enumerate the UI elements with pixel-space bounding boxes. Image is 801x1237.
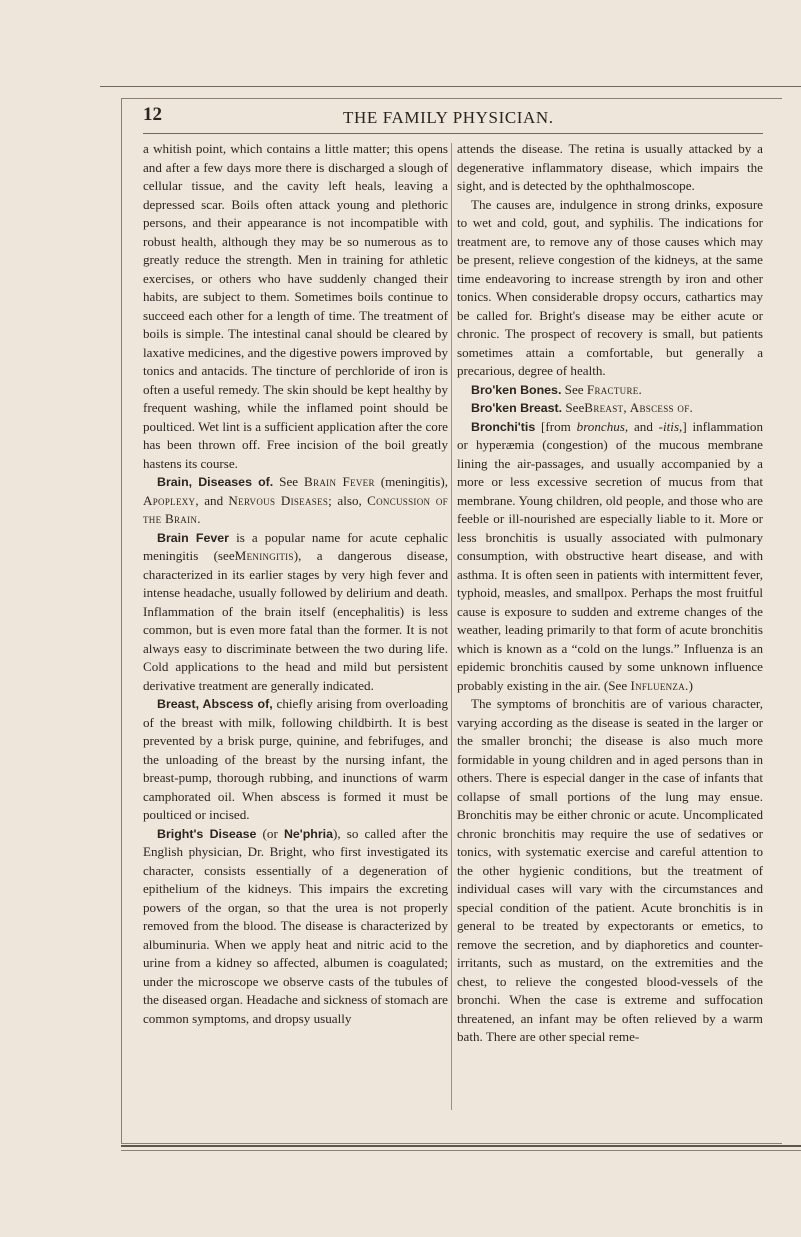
entry-text: (meningitis), bbox=[380, 474, 449, 489]
bronchitis-entry bbox=[457, 418, 763, 696]
entry-text: is a popular name for acute cephalic meningitis (see bbox=[143, 529, 448, 563]
brights-disease-entry bbox=[143, 825, 448, 1029]
entry-headword: Breast, Abscess of, bbox=[157, 697, 273, 711]
entry-text: ), a dangerous disease, characterized in its earlier stages by very high fever and intense headache, usually followed by delirium and death. Inflammation of the brain itself (encephalitis) is less common, but is even more fatal than the former. It is not always easy to discriminate between the two during life. Cold applications to the head and mild but persistent derivative treatment are generally indicated. bbox=[143, 548, 448, 693]
cross-reference-link: Breast, Abscess of. bbox=[584, 400, 694, 415]
entry-text: ] inflammation or hyperæmia (congestion) of the mucous membrane lining the air-passages, and usually accompanied by a more or less excessive secretion of mucus from that membrane. Young children, old people, and those who are feeble or ill-nourished are especially liable to it. More or less bronchitis is usually associated with pulmonary consumption, with obstructive heart disease, and with asthma. It is often seen in patients with intermittent fever, typhoid, measles, and smallpox. Perhaps the most fruitful cause is exposure to sudden and extreme changes of the weather, leading primarily to that form of acute bronchitis which is known as a “cold on the lungs.” Influenza is an epidemic bronchitis caused by some unknown influence probably existing in the air. (See bbox=[457, 418, 764, 693]
boils-paragraph: a whitish point, which contains a little matter; this opens and after a few days more there is discharged a slough of cellular tissue, and the cavity left heals, leaving a depressed scar. Boils often attack young and plethoric persons, and their appearance is not incompatible with robust health, although they may be so numerous as to greatly reduce the strength. Men in training for athletic exercises, or others who have suddenly changed their habits, are subject to them. Sometimes boils continue to succeed each other for a length of time. The treatment of boils is simple. The intestinal canal should be cleared by laxative medicines, and the digestive powers improved by tonics and antacids. The tincture of perchloride of iron is often a useful remedy. The skin should be kept healthy by frequent washing, while the inflamed point should be poulticed. Wet lint is a sufficient application after the core has been thrown off. Free incision of the boil greatly hastens its course. bbox=[143, 141, 448, 471]
cross-reference-link: Apoplexy, bbox=[143, 492, 199, 508]
cross-reference-link: Meningitis bbox=[234, 548, 294, 563]
entry-headword: Brain Fever bbox=[157, 530, 229, 545]
brights-causes-paragraph: The causes are, indulgence in strong drinks, exposure to wet and cold, gout, and syphilis. The indications for treatment are, to remove any of those causes which may be present, relieve congestion of the kidneys, at the same time endeavoring to increase strength by iron and other tonics. When considerable dropsy occurs, cathartics may be called for. Bright's disease may be either acute or chronic. The prospect of recovery is small, but patients sometimes attain a comfortable, but generally a precarious, degree of health. bbox=[457, 196, 763, 378]
entry-text: [from bbox=[541, 418, 571, 434]
right-column bbox=[457, 140, 763, 1047]
entry-headword: Ne'phria bbox=[283, 826, 334, 841]
left-column bbox=[143, 140, 448, 1028]
broken-breast-entry bbox=[457, 399, 763, 418]
see-text: See bbox=[279, 474, 299, 489]
entry-headword: Bright's Disease bbox=[157, 826, 257, 841]
bottom-rule-thin bbox=[121, 1150, 801, 1151]
entry-text: (or bbox=[262, 825, 278, 841]
header-rule bbox=[143, 133, 763, 134]
broken-bones-entry bbox=[457, 381, 763, 400]
entry-text: also, bbox=[337, 492, 362, 508]
entry-text: ) bbox=[688, 677, 693, 693]
breast-abscess-entry bbox=[143, 695, 448, 825]
entry-headword: Bro'ken Breast. bbox=[471, 401, 563, 415]
entry-headword: Bronchi'tis bbox=[471, 419, 536, 434]
see-text: See bbox=[565, 400, 585, 415]
entry-text: and bbox=[633, 418, 653, 434]
entry-headword: Bro'ken Bones. bbox=[471, 382, 562, 397]
page-number: 12 bbox=[143, 104, 162, 125]
cross-reference-link: Fracture. bbox=[586, 381, 643, 397]
column-divider bbox=[451, 143, 452, 1110]
entry-text: ), so called after the English physician, Dr. Bright, who first investigated its character, consists essentially of a degeneration of epithelium of the kidneys. This impairs the excreting powers of the organ, so that the urea is not properly removed from the blood. The disease is characterized by albuminuria. When we apply heat and nitric acid to the urine from a kidney so affected, albumen is coagulated; under the microscope we observe casts of the tubules of the diseased organ. Headache and sickness of stomach are common symptoms, and dropsy usually bbox=[143, 825, 448, 1026]
entry-headword: Brain, Diseases of. bbox=[157, 475, 274, 489]
bronchitis-symptoms-paragraph: The symptoms of bronchitis are of various character, varying according as the disease is seated in the larger or the smaller bronchi; the disease is also much more formidable in young children and in aged persons than in others. There is especial danger in the case of infants that collapse of small portions of the lung may ensue. Bronchitis may be either chronic or acute. Uncomplicated chronic bronchitis may require the use of sedatives or tonics, with systematic exercise and careful attention to the other hygienic conditions, but the treatment of individual cases will vary with the circumstances and special condition of the patient. Acute bronchitis is in general to be treated by expectorants or emetics, to remove the secretion, and by diaphoretics and counter-irritants, such as mustard, on the extremities and the chest, to relieve the congested blood-vessels of the bronchi. When the case is extreme and suffocation threatened, an infant may be often relieved by a warm bath. There are other special reme- bbox=[457, 696, 763, 1044]
running-title: THE FAMILY PHYSICIAN. bbox=[343, 108, 554, 127]
entry-text: and bbox=[204, 492, 224, 508]
brights-continued-paragraph: attends the disease. The retina is usually attacked by a degenerative inflammatory disease, which impairs the sight, and is detected by the ophthalmoscope. bbox=[457, 141, 763, 193]
cross-reference-link: Brain Fever bbox=[304, 474, 375, 489]
etymology-term: bronchus, bbox=[576, 418, 629, 434]
cross-reference-link: Concussion of the Brain. bbox=[143, 492, 448, 526]
etymology-term: -itis, bbox=[658, 418, 683, 434]
brain-diseases-entry bbox=[143, 473, 448, 529]
brain-fever-entry bbox=[143, 529, 448, 696]
cross-reference-link: Influenza. bbox=[630, 677, 689, 693]
bottom-rule bbox=[121, 1145, 801, 1147]
page-edge-line bbox=[100, 86, 801, 87]
entry-text: chiefly arising from overloading of the breast with milk, following childbirth. It is best prevented by a brisk purge, quinine, and febrifuges, and the unloading of the breast by the nursing infant, the breast-pump, thorough rubbing, and inunctions of warm camphorated oil. When abscess is formed it must be poulticed or incised. bbox=[143, 696, 448, 822]
see-text: See bbox=[564, 381, 584, 397]
cross-reference-link: Nervous Diseases; bbox=[228, 492, 333, 508]
